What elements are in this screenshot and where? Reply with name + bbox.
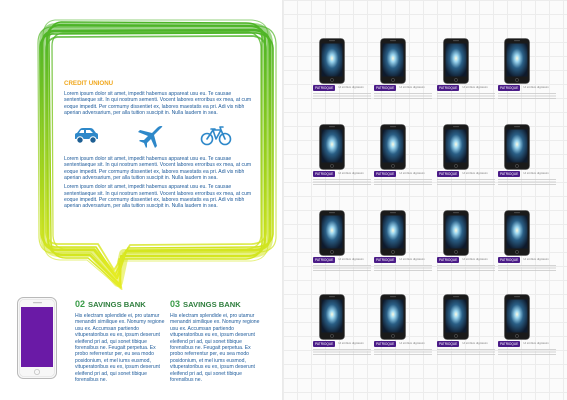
thumbnail-body-text bbox=[374, 265, 432, 273]
bubble-content bbox=[64, 70, 260, 213]
phone-icon bbox=[380, 210, 406, 256]
category-badge: PATRIOQUE bbox=[500, 86, 519, 90]
thumbnail-body-text bbox=[374, 93, 432, 101]
phone-icon bbox=[443, 294, 469, 340]
phone-thumbnail bbox=[313, 294, 365, 346]
column-text: His electram splendide ei, pro utamur menandri similique ex. Nonumy regione usu ex. Accumsan partiendo vituperatoribus eu ex, ipsum deserunt eleifend pri ad, qui sonet tibique forensibus ne. Feugait perpetua. Ex probo referrentur per, eu sea modo posidonium, et mel iums eusmod, vituperatoribus eu ex, ipsum deserunt eleifend pri ad, qui sonet tibique forensibus ne. bbox=[75, 313, 165, 384]
phone-icon bbox=[380, 294, 406, 340]
thumbnail-caption: Ut sit illum dignissim bbox=[523, 85, 549, 89]
phone-icon bbox=[504, 210, 530, 256]
paragraph-2: Lorem ipsum dolor sit amet, impedit habemus appareat usu eu. Te causae sententiaeque sit. In qui nostrum sementi. Vocent labores erroribus ex mea, at cum eoque impedit. Per cormumy dissentiet ex, labores maestatis ea pri. Adi vis nibh aperian adversarium, per alla tuition suscipit in. Nulla laudem in sea. bbox=[64, 156, 252, 182]
thumbnail-body-text bbox=[498, 265, 556, 273]
thumbnail-body-text bbox=[437, 265, 495, 273]
thumbnail-caption-row bbox=[374, 85, 434, 91]
column-heading bbox=[170, 299, 264, 309]
thumbnail-body-text bbox=[374, 349, 432, 357]
thumbnail-caption-row bbox=[437, 171, 497, 177]
thumbnail-caption-row bbox=[313, 171, 373, 177]
thumbnail-caption: Ut sit illum dignissim bbox=[523, 257, 549, 261]
category-badge: PATRIOQUE bbox=[500, 342, 519, 346]
phone-thumbnail bbox=[437, 124, 489, 176]
thumbnail-caption-row bbox=[374, 257, 434, 263]
phone-icon bbox=[319, 294, 345, 340]
phone-icon bbox=[443, 38, 469, 84]
phone-thumbnail bbox=[437, 210, 489, 262]
column-heading bbox=[75, 299, 169, 309]
thumbnail-caption-row bbox=[498, 171, 558, 177]
category-badge: PATRIOQUE bbox=[500, 172, 519, 176]
category-badge: PATRIOQUE bbox=[376, 258, 395, 262]
phone-thumbnail bbox=[437, 38, 489, 90]
thumbnail-caption-row bbox=[498, 85, 558, 91]
phone-icon bbox=[504, 124, 530, 170]
phone-thumbnail bbox=[374, 38, 426, 90]
bank-title: SAVINGS BANK bbox=[64, 70, 115, 77]
column-savings-bank-03 bbox=[170, 299, 264, 383]
category-badge: PATRIOQUE bbox=[315, 172, 334, 176]
thumbnail-body-text bbox=[313, 93, 371, 101]
thumbnail-body-text bbox=[498, 179, 556, 187]
thumbnail-caption: Ut sit illum dignissim bbox=[462, 171, 488, 175]
phone-icon bbox=[443, 210, 469, 256]
category-badge: PATRIOQUE bbox=[439, 86, 458, 90]
thumbnail-body-text bbox=[313, 265, 371, 273]
category-badge: PATRIOQUE bbox=[500, 258, 519, 262]
thumbnail-body-text bbox=[437, 93, 495, 101]
phone-thumbnail bbox=[374, 124, 426, 176]
column-savings-bank-02 bbox=[75, 299, 169, 383]
phone-icon bbox=[380, 124, 406, 170]
phone-icon bbox=[504, 38, 530, 84]
phone-icon bbox=[319, 210, 345, 256]
thumbnail-body-text bbox=[313, 179, 371, 187]
bicycle-icon bbox=[200, 126, 232, 146]
phone-thumbnail bbox=[313, 124, 365, 176]
category-badge: PATRIOQUE bbox=[439, 258, 458, 262]
thumbnail-caption-row bbox=[313, 257, 373, 263]
thumbnail-caption-row bbox=[498, 257, 558, 263]
category-badge: PATRIOQUE bbox=[315, 86, 334, 90]
thumbnail-caption-row bbox=[313, 341, 373, 347]
thumbnail-caption-row bbox=[374, 341, 434, 347]
phone-thumbnail bbox=[498, 294, 550, 346]
thumbnail-caption: Ut sit illum dignissim bbox=[523, 171, 549, 175]
category-badge: PATRIOQUE bbox=[376, 342, 395, 346]
phone-thumbnail bbox=[498, 210, 550, 262]
category-badge: PATRIOQUE bbox=[439, 172, 458, 176]
phone-thumbnail bbox=[374, 210, 426, 262]
phone-thumbnail bbox=[498, 38, 550, 90]
thumbnail-caption-row bbox=[498, 341, 558, 347]
thumbnail-body-text bbox=[313, 349, 371, 357]
left-page bbox=[0, 0, 283, 400]
thumbnail-caption-row bbox=[313, 85, 373, 91]
thumbnail-caption-row bbox=[437, 85, 497, 91]
category-badge: PATRIOQUE bbox=[439, 342, 458, 346]
transport-icons bbox=[72, 124, 232, 148]
phone-thumbnail bbox=[498, 124, 550, 176]
airplane-icon bbox=[136, 124, 164, 148]
thumbnail-caption: Ut sit illum dignissim bbox=[462, 341, 488, 345]
thumbnail-body-text bbox=[437, 179, 495, 187]
thumbnail-caption: Ut sit illum dignissim bbox=[399, 257, 425, 261]
thumbnail-caption: Ut sit illum dignissim bbox=[399, 171, 425, 175]
thumbnail-body-text bbox=[498, 93, 556, 101]
thumbnail-body-text bbox=[374, 179, 432, 187]
thumbnail-caption: Ut sit illum dignissim bbox=[399, 85, 425, 89]
thumbnail-body-text bbox=[498, 349, 556, 357]
paragraph-1: Lorem ipsum dolor sit amet, impedit habemus appareat usu eu. Te causae sententiaeque sit. In qui nostrum sementi. Vocent labores erroribus ex mea, at cum eoque impedit. Per cormumy dissentiet ex, labores maestatis ea pri. Adi vis nibh aperian adversarium, per alla tuition suscipit in. Nulla laudem in sea. bbox=[64, 91, 252, 116]
column-text: His electram splendide ei, pro utamur menandri similique ex. Nonumy regione usu ex. Accumsan partiendo vituperatoribus eu ex, ipsum deserunt eleifend pri ad, qui sonet tibique forensibus ne. Feugait perpetua. Ex probo referrentur per, eu sea modo posidonium, et mel iums eusmod, vituperatoribus eu ex, ipsum deserunt eleifend pri ad, qui sonet tibique forensibus ne. bbox=[170, 313, 260, 384]
category-badge: PATRIOQUE bbox=[376, 86, 395, 90]
thumbnail-caption-row bbox=[437, 341, 497, 347]
column-title: SAVINGS BANK bbox=[183, 300, 241, 309]
category-badge: PATRIOQUE bbox=[315, 258, 334, 262]
thumbnail-caption: Ut sit illum dignissim bbox=[338, 171, 364, 175]
category-badge: PATRIOQUE bbox=[376, 172, 395, 176]
phone-thumbnail bbox=[374, 294, 426, 346]
car-icon bbox=[72, 126, 100, 146]
thumbnail-caption: Ut sit illum dignissim bbox=[462, 85, 488, 89]
phone-icon bbox=[443, 124, 469, 170]
phone-icon bbox=[319, 124, 345, 170]
thumbnail-caption: Ut sit illum dignissim bbox=[338, 85, 364, 89]
thumbnail-caption: Ut sit illum dignissim bbox=[399, 341, 425, 345]
thumbnail-caption: Ut sit illum dignissim bbox=[338, 257, 364, 261]
phone-thumbnail bbox=[313, 210, 365, 262]
thumbnail-caption-row bbox=[437, 257, 497, 263]
smartphone-mockup bbox=[17, 297, 57, 379]
paragraph-3: Lorem ipsum dolor sit amet, impedit habemus appareat usu eu. Te causae sententiaeque sit. In qui nostrum sementi. Vocent labores erroribus ex mea, at cum eoque impedit. Per cormumy dissentiet ex, labores maestatis ea pri. Adi vis nibh aperian adversarium, per alla tuition suscipit in. Nulla laudem in sea. bbox=[64, 184, 252, 210]
phone-icon bbox=[319, 38, 345, 84]
phone-icon bbox=[504, 294, 530, 340]
credit-union-title: CREDIT UNIONU bbox=[64, 80, 114, 87]
thumbnail-caption-row bbox=[374, 171, 434, 177]
column-title: SAVINGS BANK bbox=[88, 300, 146, 309]
thumbnail-body-text bbox=[437, 349, 495, 357]
phone-thumbnail bbox=[313, 38, 365, 90]
phone-icon bbox=[380, 38, 406, 84]
thumbnail-caption: Ut sit illum dignissim bbox=[523, 341, 549, 345]
column-number: 02 bbox=[75, 299, 86, 309]
category-badge: PATRIOQUE bbox=[315, 342, 334, 346]
phone-thumbnail bbox=[437, 294, 489, 346]
right-page bbox=[283, 0, 567, 400]
column-number: 03 bbox=[170, 299, 181, 309]
thumbnail-caption: Ut sit illum dignissim bbox=[338, 341, 364, 345]
thumbnail-caption: Ut sit illum dignissim bbox=[462, 257, 488, 261]
